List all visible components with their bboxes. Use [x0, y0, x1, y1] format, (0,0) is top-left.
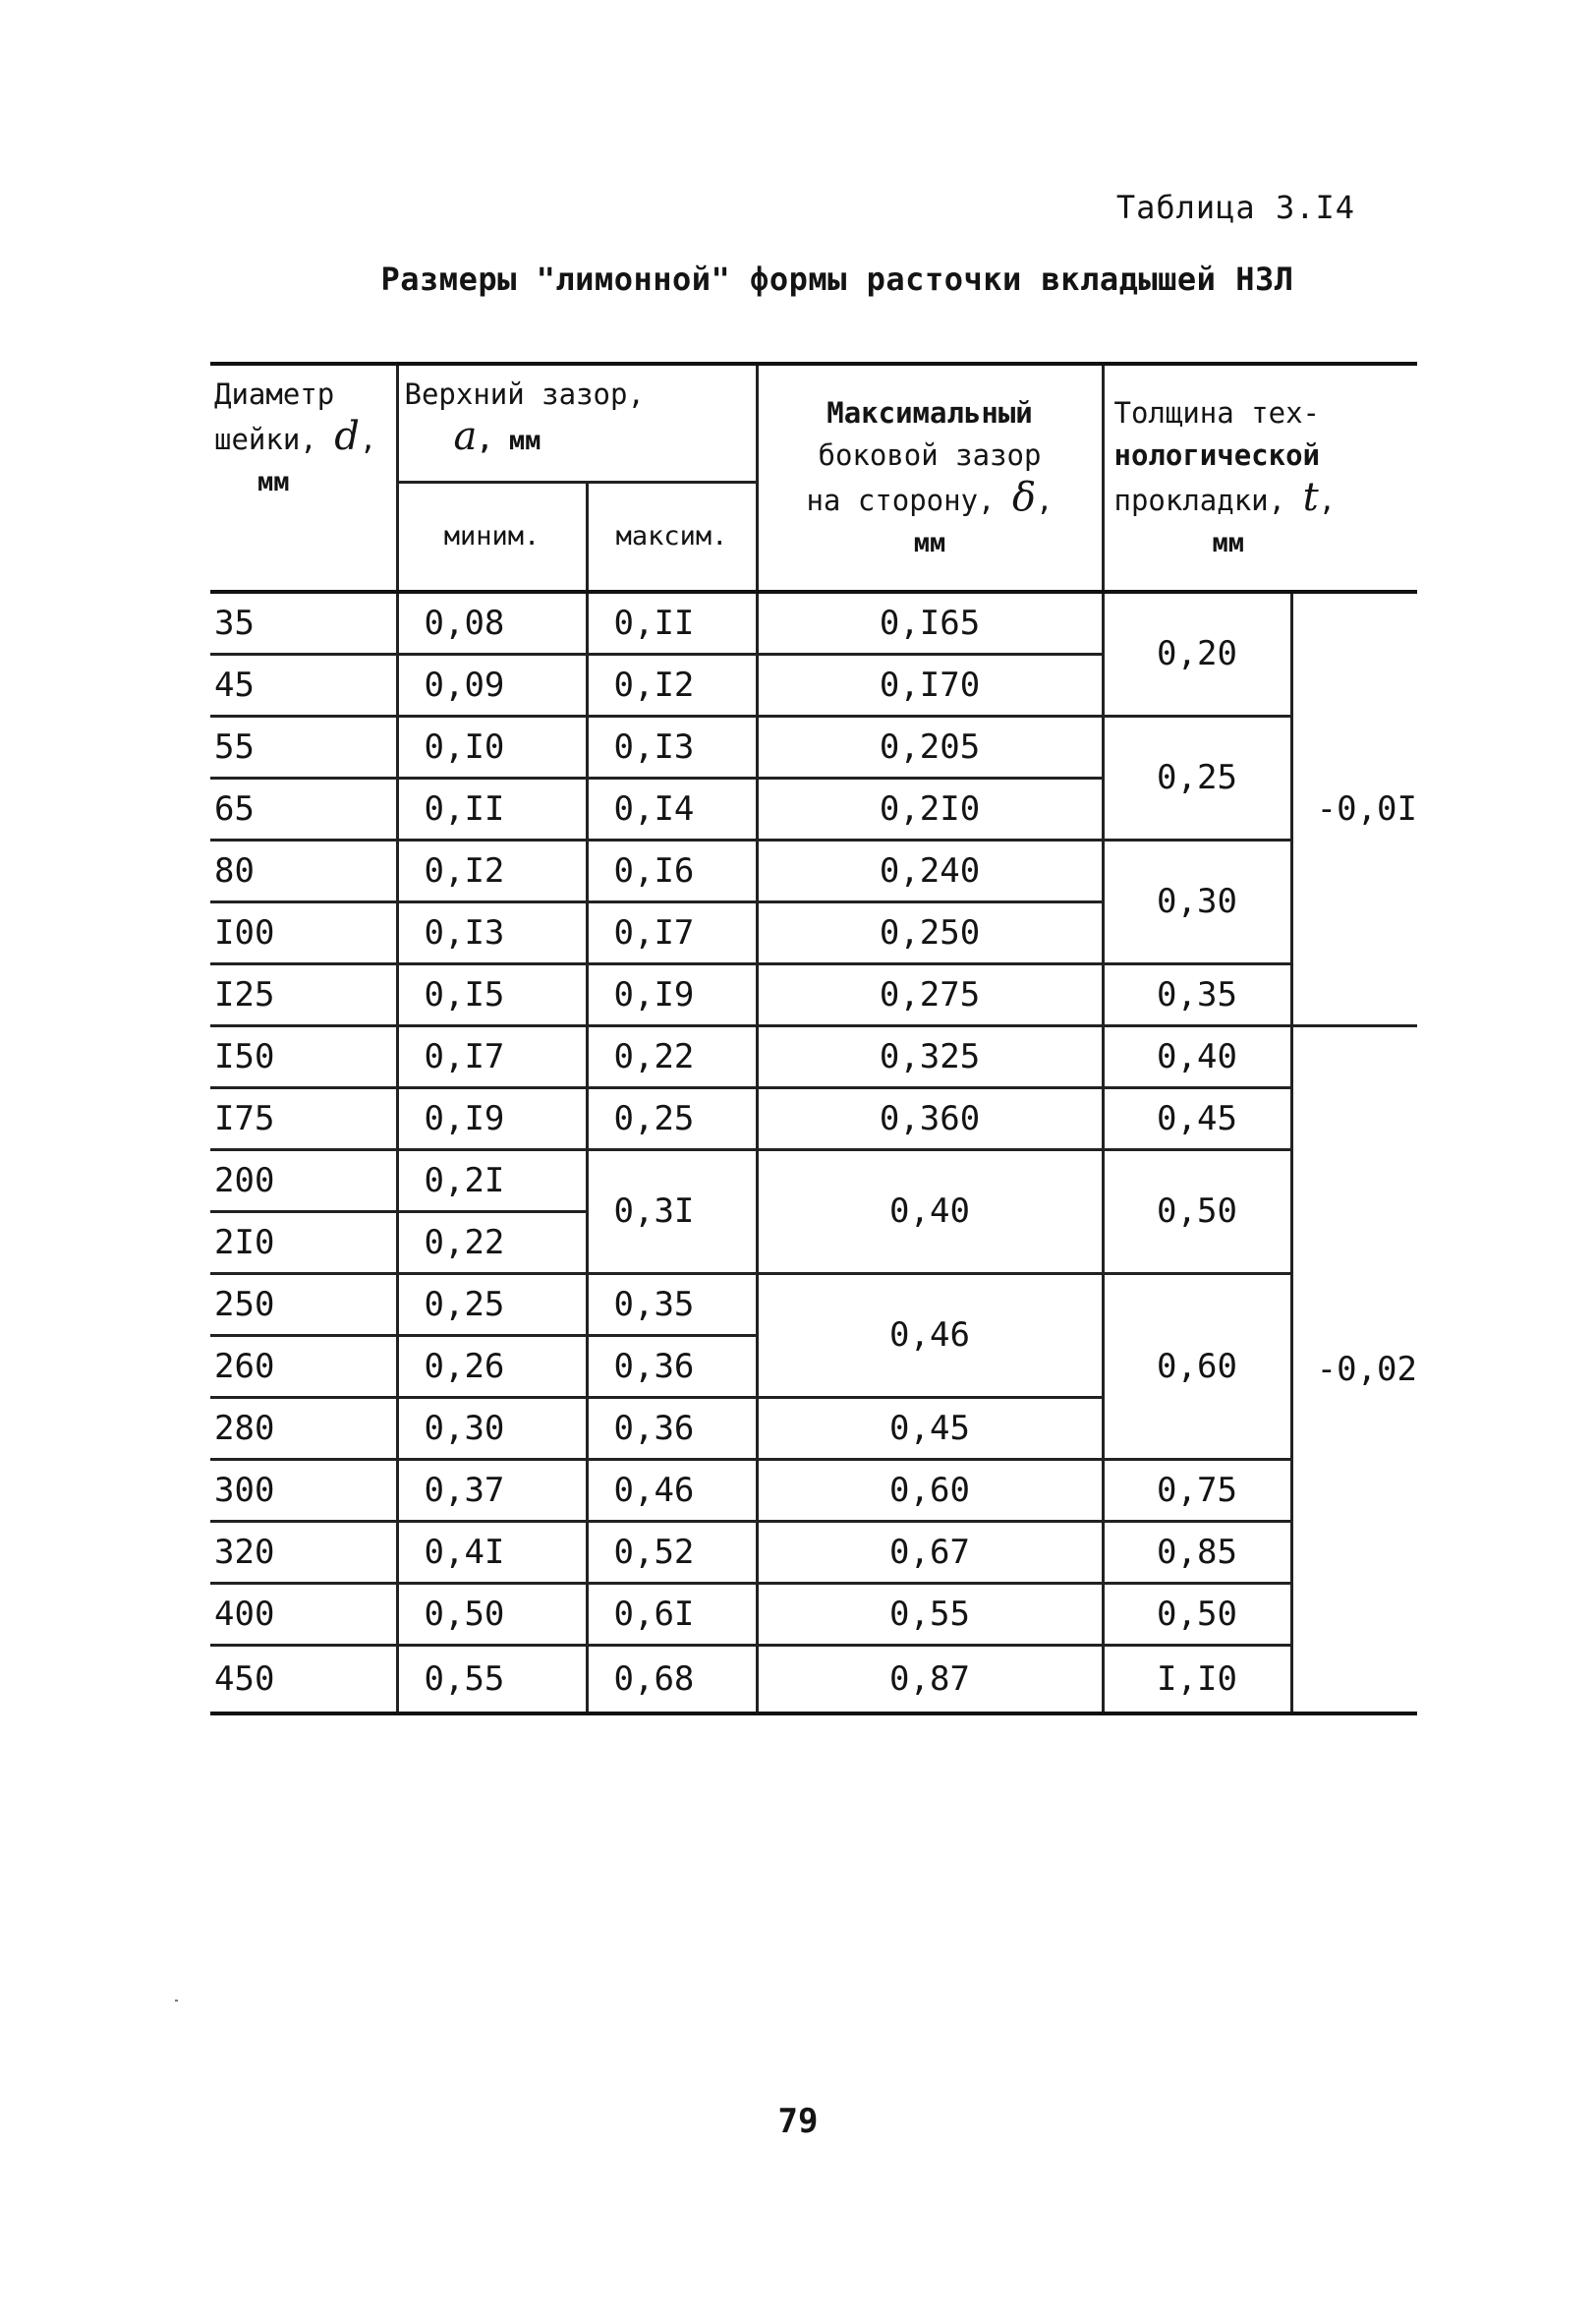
cell-side-gap: 0,60 — [757, 1459, 1103, 1521]
cell-diameter: 80 — [210, 840, 397, 901]
cell-gap-min: 0,I3 — [397, 901, 587, 963]
symbol-d: d — [334, 414, 360, 459]
cell-shim: 0,25 — [1103, 716, 1291, 840]
cell-shim: 0,50 — [1103, 1149, 1291, 1273]
cell-gap-min: 0,II — [397, 778, 587, 840]
cell-diameter: 65 — [210, 778, 397, 840]
header-side-gap-unit: мм — [913, 527, 946, 558]
cell-side-gap: 0,I70 — [757, 654, 1103, 716]
cell-shim: 0,45 — [1103, 1087, 1291, 1149]
cell-side-gap: 0,325 — [757, 1025, 1103, 1087]
lemon-bore-table — [210, 362, 1417, 1715]
cell-gap-max: 0,35 — [587, 1273, 757, 1335]
cell-gap-max: 0,22 — [587, 1025, 757, 1087]
cell-gap-max: 0,I4 — [587, 778, 757, 840]
cell-gap-min: 0,4I — [397, 1521, 587, 1583]
cell-diameter: 35 — [210, 592, 397, 654]
cell-shim: 0,20 — [1103, 592, 1291, 716]
cell-gap-max: 0,36 — [587, 1397, 757, 1459]
cell-diameter: 250 — [210, 1273, 397, 1335]
table-row — [210, 592, 1417, 654]
cell-gap-min: 0,37 — [397, 1459, 587, 1521]
cell-side-gap: 0,2I0 — [757, 778, 1103, 840]
table-row — [210, 1645, 1417, 1713]
header-side-gap-line3 — [759, 474, 1102, 522]
cell-gap-max: 0,6I — [587, 1583, 757, 1645]
header-top-gap-line1: Верхний зазор, — [404, 377, 645, 411]
scan-speck — [175, 2000, 178, 2002]
cell-gap-min: 0,I9 — [397, 1087, 587, 1149]
cell-gap-max: 0,I7 — [587, 901, 757, 963]
cell-gap-min: 0,I7 — [397, 1025, 587, 1087]
header-shim-line3 — [1113, 474, 1418, 522]
cell-shim: 0,35 — [1103, 963, 1291, 1025]
table-row — [210, 716, 1417, 778]
cell-gap-max: 0,52 — [587, 1521, 757, 1583]
cell-shim: 0,30 — [1103, 840, 1291, 963]
cell-side-gap: 0,55 — [757, 1583, 1103, 1645]
header-shim-line2: нологической — [1113, 437, 1321, 472]
cell-diameter: 45 — [210, 654, 397, 716]
cell-gap-max: 0,II — [587, 592, 757, 654]
cell-gap-min: 0,55 — [397, 1645, 587, 1713]
cell-side-gap: 0,40 — [757, 1149, 1103, 1273]
cell-shim: 0,75 — [1103, 1459, 1291, 1521]
cell-shim: 0,40 — [1103, 1025, 1291, 1087]
header-shim-line1: Толщина тех- — [1113, 395, 1321, 430]
table-title: Размеры "лимонной" формы расточки вкладышей НЗЛ — [380, 261, 1294, 298]
cell-gap-max: 0,3I — [587, 1149, 757, 1273]
header-side-gap — [757, 364, 1103, 592]
cell-diameter: 280 — [210, 1397, 397, 1459]
cell-diameter: 300 — [210, 1459, 397, 1521]
cell-side-gap: 0,240 — [757, 840, 1103, 901]
header-side-gap-line1: Максимальный — [826, 395, 1033, 430]
table-row — [210, 840, 1417, 901]
cell-tolerance: -0,0I — [1291, 592, 1417, 1025]
header-side-gap-label: на сторону, — [806, 483, 996, 517]
cell-diameter: 320 — [210, 1521, 397, 1583]
table-row — [210, 1459, 1417, 1521]
table-caption: Таблица 3.I4 — [1115, 189, 1355, 226]
cell-gap-min: 0,09 — [397, 654, 587, 716]
symbol-a: a — [453, 414, 478, 459]
header-min: миним. — [397, 482, 587, 592]
cell-shim: 0,50 — [1103, 1583, 1291, 1645]
cell-diameter: 260 — [210, 1335, 397, 1397]
cell-gap-max: 0,36 — [587, 1335, 757, 1397]
table-row — [210, 1087, 1417, 1149]
cell-gap-max: 0,I3 — [587, 716, 757, 778]
cell-gap-min: 0,30 — [397, 1397, 587, 1459]
header-top-gap-line2 — [405, 416, 756, 462]
cell-gap-min: 0,I2 — [397, 840, 587, 901]
table-row — [210, 1025, 1417, 1087]
header-max: максим. — [587, 482, 757, 592]
cell-gap-max: 0,I2 — [587, 654, 757, 716]
page-number: 79 — [777, 2102, 819, 2141]
cell-side-gap: 0,87 — [757, 1645, 1103, 1713]
cell-gap-max: 0,I9 — [587, 963, 757, 1025]
table-row — [210, 1521, 1417, 1583]
cell-gap-min: 0,26 — [397, 1335, 587, 1397]
symbol-t: t — [1302, 474, 1319, 520]
header-shim-unit: мм — [1212, 527, 1245, 558]
cell-diameter: 200 — [210, 1149, 397, 1211]
cell-diameter: I50 — [210, 1025, 397, 1087]
cell-gap-min: 0,I5 — [397, 963, 587, 1025]
cell-side-gap: 0,45 — [757, 1397, 1103, 1459]
cell-side-gap: 0,67 — [757, 1521, 1103, 1583]
cell-gap-min: 0,2I — [397, 1149, 587, 1211]
header-diameter-unit: мм — [257, 467, 290, 497]
header-shim-label: прокладки, — [1113, 483, 1286, 517]
cell-diameter: 2I0 — [210, 1211, 397, 1273]
table-row — [210, 1583, 1417, 1645]
header-diameter-label: шейки, — [214, 423, 317, 456]
cell-diameter: I00 — [210, 901, 397, 963]
table-row — [210, 1273, 1417, 1335]
cell-diameter: 450 — [210, 1645, 397, 1713]
cell-gap-max: 0,25 — [587, 1087, 757, 1149]
header-diameter-line1: Диаметр — [214, 377, 335, 411]
cell-side-gap: 0,250 — [757, 901, 1103, 963]
cell-shim: 0,85 — [1103, 1521, 1291, 1583]
cell-diameter: I25 — [210, 963, 397, 1025]
header-side-gap-suffix: , — [1036, 483, 1054, 517]
cell-side-gap: 0,I65 — [757, 592, 1103, 654]
cell-gap-min: 0,25 — [397, 1273, 587, 1335]
header-top-gap-unit: , мм — [477, 426, 542, 456]
cell-diameter: 400 — [210, 1583, 397, 1645]
header-top-gap — [397, 364, 757, 482]
header-diameter-line2 — [214, 416, 396, 461]
cell-gap-min: 0,08 — [397, 592, 587, 654]
table-row — [210, 1149, 1417, 1211]
table-row — [210, 963, 1417, 1025]
cell-diameter: I75 — [210, 1087, 397, 1149]
cell-side-gap: 0,46 — [757, 1273, 1103, 1397]
cell-diameter: 55 — [210, 716, 397, 778]
header-shim — [1103, 364, 1417, 592]
cell-side-gap: 0,205 — [757, 716, 1103, 778]
cell-gap-min: 0,22 — [397, 1211, 587, 1273]
cell-tolerance: -0,02 — [1291, 1025, 1417, 1713]
cell-gap-min: 0,50 — [397, 1583, 587, 1645]
cell-shim: 0,60 — [1103, 1273, 1291, 1459]
header-shim-suffix: , — [1318, 483, 1337, 517]
cell-gap-min: 0,I0 — [397, 716, 587, 778]
cell-gap-max: 0,68 — [587, 1645, 757, 1713]
cell-gap-max: 0,46 — [587, 1459, 757, 1521]
header-diameter-suffix: , — [359, 423, 377, 456]
cell-side-gap: 0,275 — [757, 963, 1103, 1025]
cell-gap-max: 0,I6 — [587, 840, 757, 901]
header-side-gap-line2: боковой зазор — [818, 437, 1042, 472]
header-diameter — [210, 364, 397, 592]
symbol-delta: δ — [1011, 474, 1037, 520]
cell-side-gap: 0,360 — [757, 1087, 1103, 1149]
cell-shim: I,I0 — [1103, 1645, 1291, 1713]
